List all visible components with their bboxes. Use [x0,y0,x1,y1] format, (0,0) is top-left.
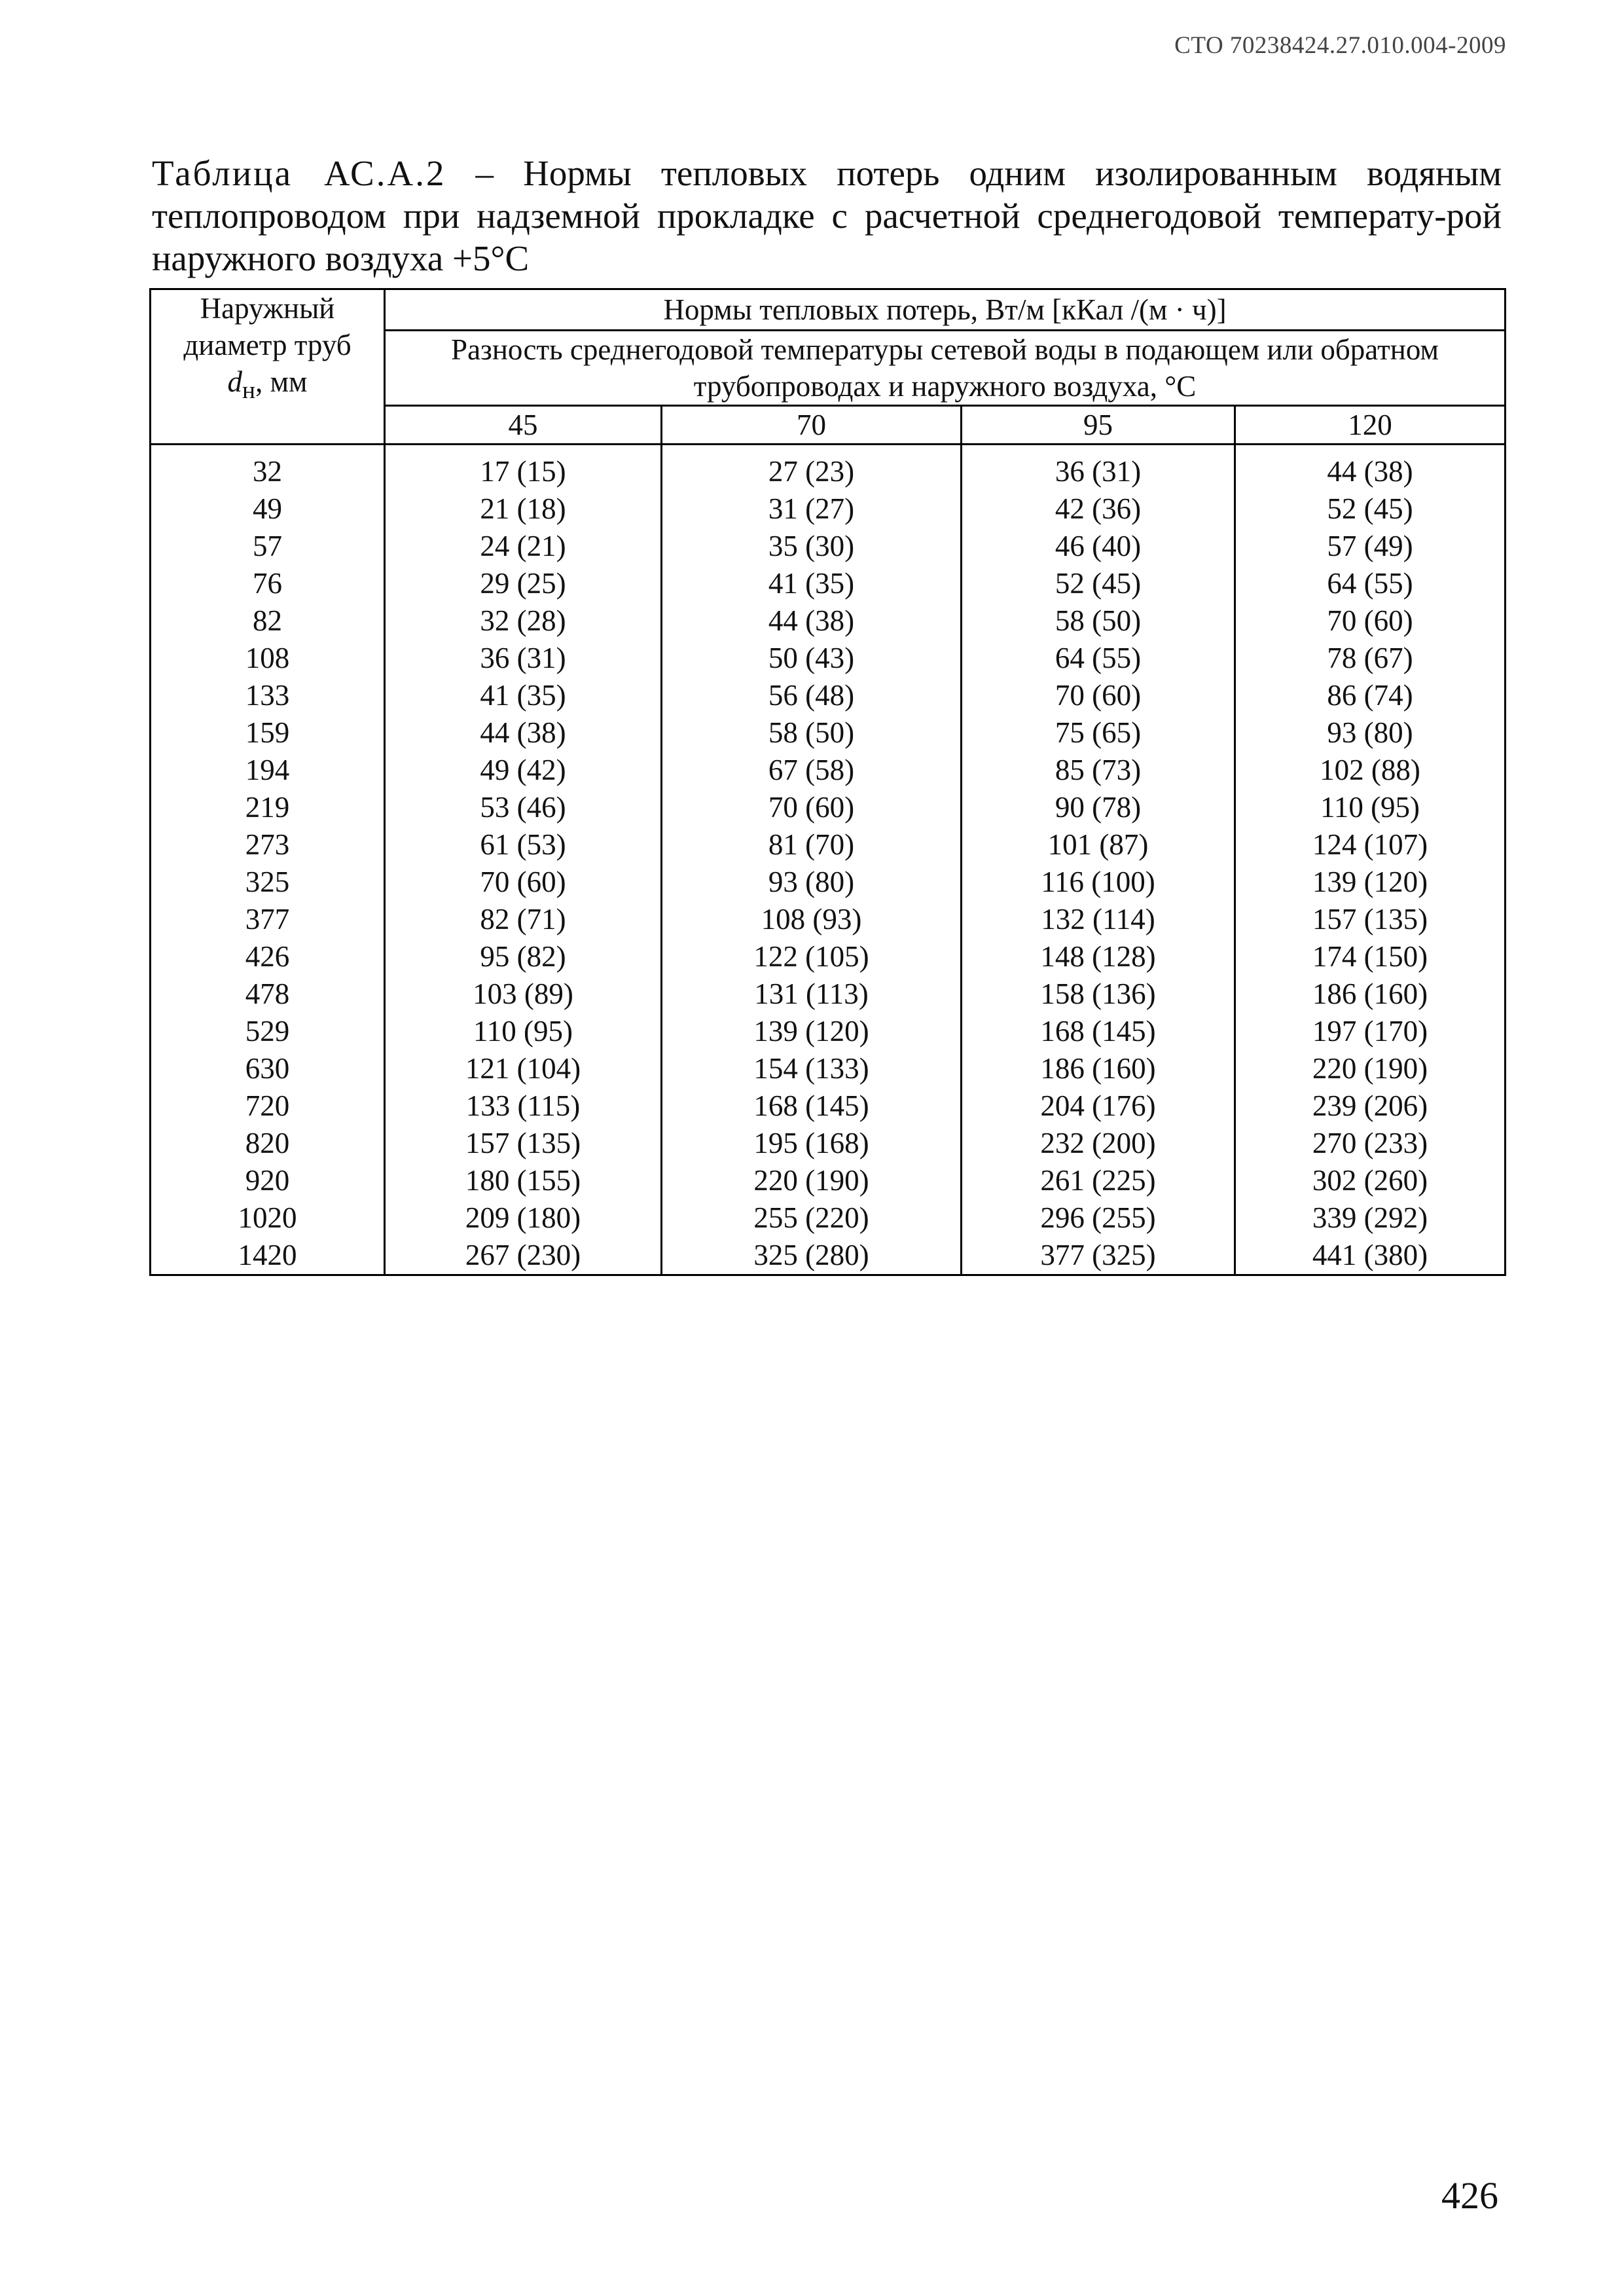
heat-loss-cell: 61 (53) [385,826,662,864]
heat-loss-cell: 27 (23) [662,453,962,490]
pipe-diameter-cell: 426 [151,938,385,975]
table-body [151,453,1506,1275]
table-row [151,1199,1506,1237]
heat-loss-cell: 31 (27) [662,490,962,528]
table-row [151,826,1506,864]
heat-loss-cell: 44 (38) [662,602,962,640]
heat-loss-cell: 81 (70) [662,826,962,864]
heat-loss-cell: 93 (80) [1235,714,1506,752]
heat-loss-norms-table [149,288,1506,1276]
document-code: СТО 70238424.27.010.004-2009 [1174,32,1506,59]
heat-loss-cell: 41 (35) [385,677,662,714]
pipe-diameter-cell: 108 [151,640,385,677]
heat-loss-cell: 220 (190) [662,1162,962,1199]
heat-loss-cell: 139 (120) [1235,864,1506,901]
heat-loss-cell: 232 (200) [962,1125,1235,1162]
table-row [151,1125,1506,1162]
pipe-diameter-cell: 478 [151,975,385,1013]
heat-loss-cell: 90 (78) [962,789,1235,826]
heat-loss-cell: 21 (18) [385,490,662,528]
table-row [151,528,1506,565]
table-row [151,938,1506,975]
table-row [151,453,1506,490]
table-row [151,1087,1506,1125]
header-separator [151,445,1506,454]
heat-loss-cell: 110 (95) [1235,789,1506,826]
pipe-diameter-cell: 159 [151,714,385,752]
heat-loss-cell: 186 (160) [1235,975,1506,1013]
heat-loss-cell: 270 (233) [1235,1125,1506,1162]
table-row [151,640,1506,677]
heat-loss-cell: 41 (35) [662,565,962,602]
table-row [151,677,1506,714]
heat-loss-cell: 35 (30) [662,528,962,565]
heat-loss-cell: 131 (113) [662,975,962,1013]
pipe-diameter-cell: 57 [151,528,385,565]
heat-loss-cell: 116 (100) [962,864,1235,901]
table-caption-dash: – [475,153,494,193]
pipe-diameter-cell: 82 [151,602,385,640]
table-row [151,975,1506,1013]
heat-loss-cell: 36 (31) [385,640,662,677]
heat-loss-cell: 441 (380) [1235,1237,1506,1275]
heat-loss-cell: 78 (67) [1235,640,1506,677]
table-row [151,1013,1506,1050]
pipe-diameter-cell: 49 [151,490,385,528]
diameter-header-line1: Наружный [200,292,335,325]
table-row [151,1237,1506,1275]
heat-loss-cell: 157 (135) [385,1125,662,1162]
heat-loss-cell: 148 (128) [962,938,1235,975]
temp-column-120: 120 [1235,406,1506,445]
heat-loss-cell: 267 (230) [385,1237,662,1275]
pipe-diameter-cell: 630 [151,1050,385,1087]
heat-loss-cell: 122 (105) [662,938,962,975]
heat-loss-cell: 53 (46) [385,789,662,826]
heat-loss-cell: 86 (74) [1235,677,1506,714]
heat-loss-cell: 102 (88) [1235,752,1506,789]
heat-loss-cell: 93 (80) [662,864,962,901]
heat-loss-cell: 101 (87) [962,826,1235,864]
pipe-diameter-cell: 76 [151,565,385,602]
pipe-diameter-cell: 920 [151,1162,385,1199]
heat-loss-cell: 70 (60) [662,789,962,826]
heat-loss-cell: 261 (225) [962,1162,1235,1199]
pipe-diameter-cell: 219 [151,789,385,826]
heat-loss-cell: 209 (180) [385,1199,662,1237]
table-row [151,901,1506,938]
table-row [151,490,1506,528]
heat-loss-cell: 158 (136) [962,975,1235,1013]
diameter-header-line2: диаметр труб [183,329,352,361]
pipe-diameter-cell: 1420 [151,1237,385,1275]
diameter-subscript: н [242,377,256,404]
pipe-diameter-cell: 325 [151,864,385,901]
heat-loss-cell: 121 (104) [385,1050,662,1087]
heat-loss-cell: 82 (71) [385,901,662,938]
table-caption-label: Таблица АС.А.2 [152,153,446,193]
heat-loss-cell: 24 (21) [385,528,662,565]
page-number: 426 [1441,2174,1498,2217]
heat-loss-cell: 57 (49) [1235,528,1506,565]
table-row [151,714,1506,752]
heat-loss-cell: 50 (43) [662,640,962,677]
heat-loss-cell: 239 (206) [1235,1087,1506,1125]
table-row [151,1050,1506,1087]
heat-loss-cell: 52 (45) [962,565,1235,602]
heat-loss-cell: 204 (176) [962,1087,1235,1125]
heat-loss-cell: 197 (170) [1235,1013,1506,1050]
heat-loss-cell: 70 (60) [962,677,1235,714]
heat-loss-cell: 64 (55) [1235,565,1506,602]
heat-loss-cell: 52 (45) [1235,490,1506,528]
pipe-diameter-cell: 273 [151,826,385,864]
heat-loss-cell: 70 (60) [385,864,662,901]
heat-loss-cell: 95 (82) [385,938,662,975]
temp-column-45: 45 [385,406,662,445]
heat-loss-cell: 103 (89) [385,975,662,1013]
table-caption [152,152,1502,280]
heat-loss-cell: 64 (55) [962,640,1235,677]
pipe-diameter-cell: 32 [151,453,385,490]
table-row [151,864,1506,901]
pipe-diameter-cell: 377 [151,901,385,938]
temp-column-70: 70 [662,406,962,445]
heat-loss-cell: 36 (31) [962,453,1235,490]
heat-loss-cell: 180 (155) [385,1162,662,1199]
heat-loss-cell: 174 (150) [1235,938,1506,975]
heat-loss-cell: 85 (73) [962,752,1235,789]
diameter-column-header [151,289,385,445]
pipe-diameter-cell: 720 [151,1087,385,1125]
heat-loss-cell: 49 (42) [385,752,662,789]
heat-loss-cell: 67 (58) [662,752,962,789]
heat-loss-cell: 186 (160) [962,1050,1235,1087]
diameter-symbol: d [227,365,242,398]
pipe-diameter-cell: 529 [151,1013,385,1050]
heat-loss-cell: 377 (325) [962,1237,1235,1275]
temp-column-95: 95 [962,406,1235,445]
heat-loss-cell: 124 (107) [1235,826,1506,864]
heat-loss-cell: 70 (60) [1235,602,1506,640]
heat-loss-cell: 44 (38) [1235,453,1506,490]
heat-loss-cell: 220 (190) [1235,1050,1506,1087]
heat-loss-cell: 157 (135) [1235,901,1506,938]
diameter-unit: , мм [255,365,308,398]
heat-loss-cell: 56 (48) [662,677,962,714]
heat-loss-cell: 154 (133) [662,1050,962,1087]
heat-loss-cell: 29 (25) [385,565,662,602]
table-row [151,789,1506,826]
heat-loss-cell: 75 (65) [962,714,1235,752]
heat-loss-norms-header: Нормы тепловых потерь, Вт/м [кКал /(м · ч)] [385,289,1506,331]
heat-loss-cell: 132 (114) [962,901,1235,938]
table-row [151,1162,1506,1199]
table-row [151,602,1506,640]
pipe-diameter-cell: 1020 [151,1199,385,1237]
heat-loss-cell: 17 (15) [385,453,662,490]
heat-loss-cell: 133 (115) [385,1087,662,1125]
heat-loss-cell: 110 (95) [385,1013,662,1050]
heat-loss-cell: 58 (50) [962,602,1235,640]
heat-loss-cell: 139 (120) [662,1013,962,1050]
heat-loss-cell: 302 (260) [1235,1162,1506,1199]
heat-loss-cell: 255 (220) [662,1199,962,1237]
heat-loss-cell: 168 (145) [662,1087,962,1125]
pipe-diameter-cell: 820 [151,1125,385,1162]
heat-loss-cell: 108 (93) [662,901,962,938]
heat-loss-cell: 339 (292) [1235,1199,1506,1237]
heat-loss-cell: 195 (168) [662,1125,962,1162]
table-caption-text: Нормы тепловых потерь одним изолированным водяным теплопроводом при надземной прокладке с расчетной среднегодовой температу-рой наружного воздуха +5°С [152,153,1502,278]
pipe-diameter-cell: 133 [151,677,385,714]
heat-loss-cell: 58 (50) [662,714,962,752]
table-row [151,752,1506,789]
heat-loss-cell: 168 (145) [962,1013,1235,1050]
temperature-difference-header: Разность среднегодовой температуры сетевой воды в подающем или обратном трубопроводах и наружного воздуха, °С [385,331,1506,406]
pipe-diameter-cell: 194 [151,752,385,789]
heat-loss-cell: 44 (38) [385,714,662,752]
table-row [151,565,1506,602]
heat-loss-cell: 296 (255) [962,1199,1235,1237]
heat-loss-cell: 325 (280) [662,1237,962,1275]
heat-loss-cell: 32 (28) [385,602,662,640]
heat-loss-cell: 42 (36) [962,490,1235,528]
heat-loss-cell: 46 (40) [962,528,1235,565]
